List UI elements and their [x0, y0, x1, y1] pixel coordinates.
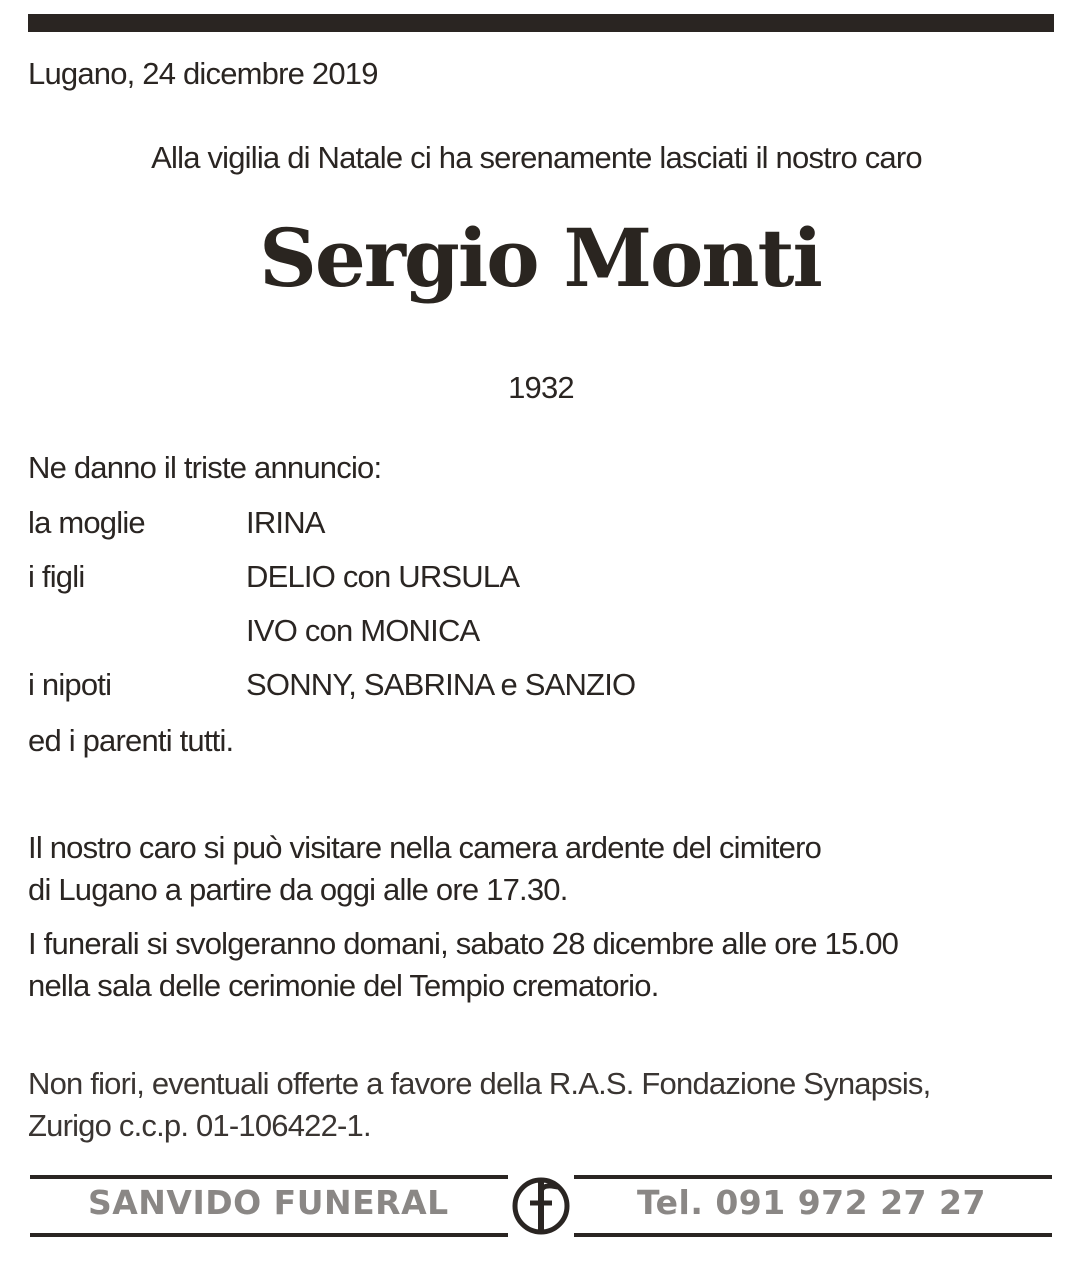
funeral-home-phone: Tel. 091 972 27 27: [637, 1183, 986, 1222]
footer-rule-left-bottom: [30, 1233, 508, 1237]
visit-info-line-2: di Lugano a partire da oggi alle ore 17.30.: [28, 872, 568, 907]
funeral-info-line-2: nella sala delle cerimonie del Tempio crematorio.: [28, 968, 659, 1003]
dateline: Lugano, 24 dicembre 2019: [28, 56, 378, 91]
sanvido-logo-icon: [510, 1175, 572, 1237]
footer-rule-left-top: [30, 1175, 508, 1179]
donation-line-2: Zurigo c.c.p. 01-106422-1.: [28, 1108, 371, 1143]
intro-text: Alla vigilia di Natale ci ha serenamente lasciati il nostro caro: [151, 140, 922, 175]
visit-info-line-1: Il nostro caro si può visitare nella camera ardente del cimitero: [28, 830, 822, 865]
announce-heading: Ne danno il triste annuncio:: [28, 450, 382, 485]
family-label-wife: la moglie: [28, 505, 145, 540]
footer-rule-right-top: [574, 1175, 1052, 1179]
footer-rule-right-bottom: [574, 1233, 1052, 1237]
relatives-line: ed i parenti tutti.: [28, 723, 234, 758]
family-label-grandchildren: i nipoti: [28, 667, 112, 702]
donation-line-1: Non fiori, eventuali offerte a favore della R.A.S. Fondazione Synapsis,: [28, 1066, 931, 1101]
family-label-children: i figli: [28, 559, 85, 594]
family-names-wife: IRINA: [246, 505, 325, 540]
family-names-grandchildren: SONNY, SABRINA e SANZIO: [246, 667, 636, 702]
funeral-info-line-1: I funerali si svolgeranno domani, sabato 28 dicembre alle ore 15.00: [28, 926, 899, 961]
family-names-child-1: DELIO con URSULA: [246, 559, 520, 594]
top-rule: [28, 14, 1054, 32]
deceased-name: Sergio Monti: [259, 211, 821, 305]
funeral-home-name: SANVIDO FUNERAL: [88, 1183, 449, 1222]
family-names-child-2: IVO con MONICA: [246, 613, 480, 648]
birth-year: 1932: [508, 370, 574, 405]
